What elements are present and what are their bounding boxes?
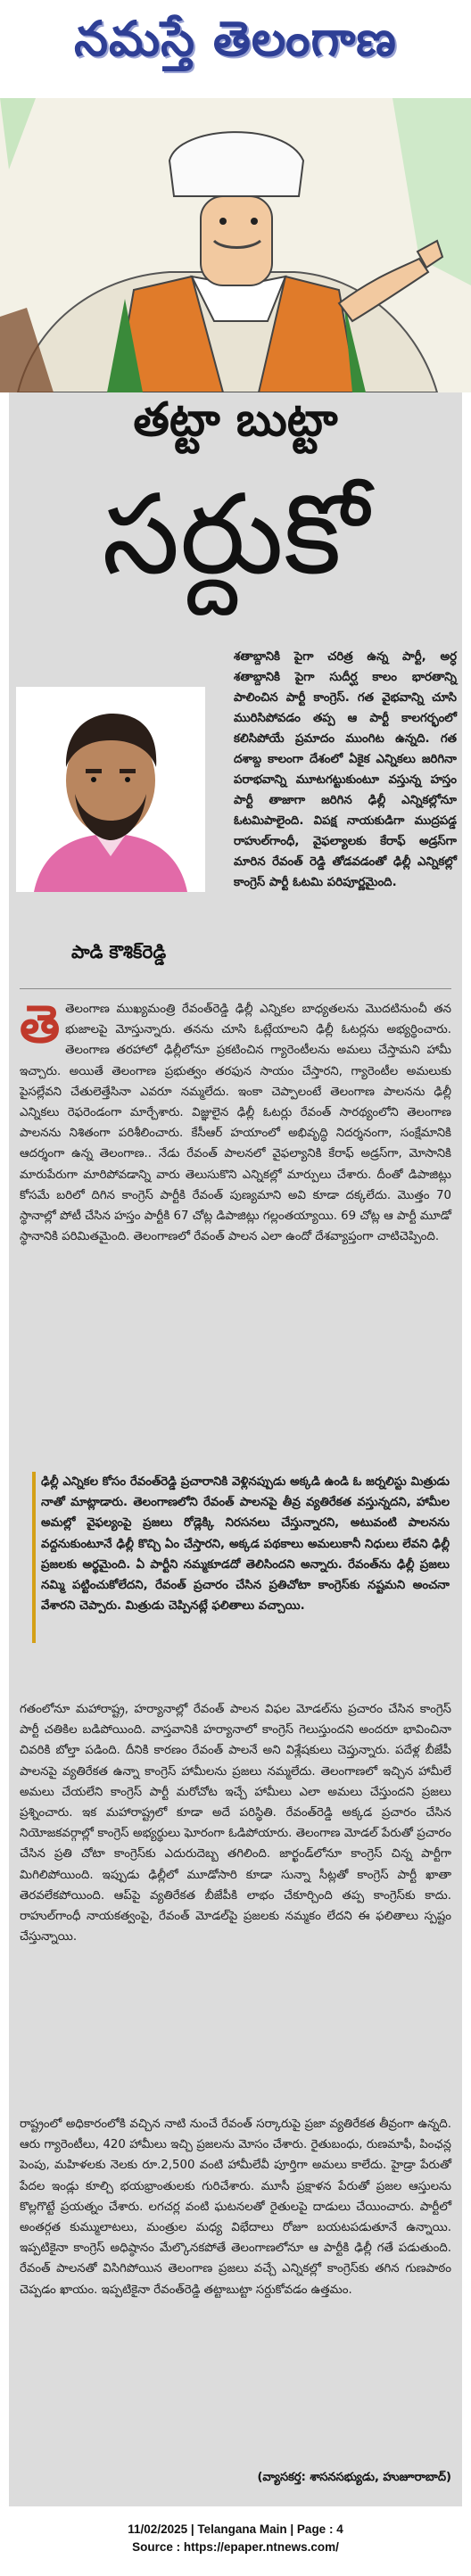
footer-source-link: Source : https://epaper.ntnews.com/ [132, 2540, 339, 2554]
politician-cartoon-illustration [0, 98, 471, 392]
body-paragraph-3: రాష్ట్రంలో అధికారంలోకి వచ్చిన నాటి నుంచే రేవంత్ సర్కారుపై ప్రజా వ్యతిరేకత తీవ్రంగా ఉన్నది. ఆరు గ్యారెంటీలు, 420 హామీలు ఇచ్చి ప్రజలను మోసం చేశారు. రైతుబంధు, రుణమాఫీ, పింఛన్ల పెంపు, మహిళలకు నెలకు రూ.2,500 వంటి హామీలేవీ పూర్తిగా అమలు కాలేదు. హైడ్రా పేరుతో పేదల ఇండ్లు కూల్చి భయభ్రాంతులకు గురిచేశారు. మూసీ ప్రక్షాళన పేరుతో ప్రజల ఆస్తులను కొల్లగొట్టే ప్రయత్నం చేశారు. లగచర్ల వంటి ఘటనలతో రైతులపై దాడులు చేయించారు. పార్టీలో అంతర్గత కుమ్ములాటలు, మంత్రుల మధ్య విభేదాలు రోజూ బయటపడుతూనే ఉన్నాయి. ఇప్పటికైనా కాంగ్రెస్ అధిష్ఠానం మేల్కొనకపోతే తెలంగాణలోనూ ఆ పార్టీకి ఢిల్లీ గతే పడుతుంది. రేవంత్ పాలనతో విసిగిపోయిన తెలంగాణ ప్రజలు వచ్చే ఎన్నికల్లో కాంగ్రెస్‌కు తగిన గుణపాఠం చెప్పడం ఖాయం. ఇప్పటికైనా రేవంత్‌రెడ్డి తట్టాబుట్టా సర్దుకోవడం ఉత్తమం. [20, 2118, 451, 2297]
masthead [0, 0, 471, 89]
intro-paragraph: శతాబ్దానికి పైగా చరిత్ర ఉన్న పార్టీ, అర్ధ శతాబ్దానికి పైగా సుదీర్ఘ కాలం భారతాన్ని పాలించిన పార్టీ కాంగ్రెస్. గత వైభవాన్ని చూసి మురిసిపోవడం తప్ప ఆ పార్టీ కాలగర్భంలో కలిసిపోయే ప్రమాదం ముంగిట ఉన్నది. గత దశాబ్ద కాలంగా దేశంలో ఏకైక ఎన్నికలు జరిగినా పరాభవాన్ని మూటగట్టుకుంటూ వస్తున్న హస్తం పార్టీ తాజాగా జరిగిన ఢిల్లీ ఎన్నికల్లోనూ ఓటమిపాలైంది. విపక్ష నాయకుడిగా ముద్రపడ్డ రాహుల్‌గాంధీ, వైఫల్యాలకు కేరాఫ్ అడ్రస్‌గా మారిన రేవంత్ రెడ్డి తోడవడంతో ఢిల్లీ ఎన్నికల్లో కాంగ్రెస్ పార్టీ ఓటమి పరిపూర్ణమైంది. [234, 650, 457, 889]
footer-date-page: 11/02/2025 | Telangana Main | Page : 4 [128, 2522, 343, 2536]
section-divider [20, 988, 451, 989]
page-footer [0, 2521, 471, 2556]
body-paragraph-1 [20, 994, 451, 1247]
author-byline: (వ్యాసకర్త: శాసనసభ్యుడు, హుజూరాబాద్) [257, 2471, 451, 2484]
body-paragraph-2: గతంలోనూ మహారాష్ట్ర, హర్యానాల్లో రేవంత్ పాలన విఫల మోడల్‌ను ప్రచారం చేసిన కాంగ్రెస్ పార్టీ చతికిల బడిపోయింది. వాస్తవానికి హర్యానాలో కాంగ్రెస్ గెలుస్తుందని అందరూ భావించినా చివరికి బోల్తా పడింది. దీనికి కారణం రేవంత్ పాలనే అని విశ్లేషకులు చెప్తున్నారు. పదేళ్ల బీజేపీ పాలనపై వ్యతిరేకత ఉన్నా కాంగ్రెస్ హామీలను ప్రజలు నమ్మలేదు. తెలంగాణలో ఇచ్చిన హామీలే అమలు చేయలేని కాంగ్రెస్ పార్టీ మరోచోట ఇచ్చే హామీలు ఎలా అమలు చేస్తుందని ప్రజలు ప్రశ్నించారు. ఇక మహారాష్ట్రలో కూడా అదే పరిస్థితి. రేవంత్‌రెడ్డి అక్కడ ప్రచారం చేసిన నియోజకవర్గాల్లో కాంగ్రెస్ అభ్యర్థులు ఘోరంగా ఓడిపోయారు. తెలంగాణ మోడల్ పేరుతో ప్రచారం చేసిన ప్రతి చోటా కాంగ్రెస్‌కు ఎదురుదెబ్బ తగిలింది. జార్ఖండ్‌లోనూ కాంగ్రెస్ చిన్న పార్టీగా మిగిలిపోయింది. ఇప్పుడు ఢిల్లీలో మూడోసారి కూడా సున్నా సీట్లతో కాంగ్రెస్ పార్టీ ఖాతా తెరవలేకపోయింది. ఆప్‌పై వ్యతిరేకత బీజేపీకి లాభం చేకూర్చింది తప్ప కాంగ్రెస్‌కు కాదు. రాహుల్‌గాంధీ నాయకత్వంపై, రేవంత్ మోడల్‌పై ప్రజలకు నమ్మకం లేదని ఈ ఫలితాలు స్పష్టం చేస్తున్నాయి. [20, 1703, 451, 1944]
author-portrait-photo [16, 687, 205, 892]
headline-kicker: తట్టా బుట్టా [133, 392, 338, 447]
drop-cap-letter: తె [20, 994, 61, 1054]
quote-accent-bar [32, 1472, 36, 1643]
headline-main: సర్దుకో [102, 471, 369, 599]
highlighted-quote-paragraph: ఢిల్లీ ఎన్నికల కోసం రేవంత్‌రెడ్డి ప్రచారానికి వెళ్లినప్పుడు అక్కడి ఉండి ఓ జర్నలిస్టు మిత్రుడు నాతో మాట్లాడారు. తెలంగాణలోని రేవంత్ పాలనపై తీవ్ర వ్యతిరేకత వస్తున్నదని, హామీల అమల్లో వైఫల్యంపై ప్రజలు రోడ్లెక్కి నిరసనలు చేస్తున్నారని, అటువంటి పాలనను వద్దనుకుంటూనే ఢిల్లీ కొచ్చి ఏం చేస్తారని, అక్కడ పథకాలు అమలుకానీ నిధులు లేవని ఢిల్లీ ప్రజలకు అర్థమైంది. ఏ పార్టీని నమ్మకూడదో తెలిసిందని అన్నారు. రేవంత్‌ను ఢిల్లీ ప్రజలు నమ్మి పట్టించుకోలేదని, రేవంత్ ప్రచారం చేసిన ప్రతిచోటా కాంగ్రెస్‌కు నష్టమని అంచనా వేశారని చెప్పారు. మిత్రుడు చెప్పినట్లే ఫలితాలు వచ్చాయి. [41, 1475, 450, 1614]
masthead-title: నమస్తే తెలంగాణ [74, 10, 397, 67]
author-name-caption: పాడి కౌశిక్‌రెడ్డి [71, 941, 167, 962]
body-paragraph-1-text: తెలంగాణ ముఖ్యమంత్రి రేవంత్‌రెడ్డి ఢిల్లీ ఎన్నికల బాధ్యతలను మొదటినుంచీ తన భుజాలపై మోస్తున్నారు. తనను చూసి ఓట్లేయాలని ఢిల్లీ ఓటర్లను అభ్యర్థించారు. తెలంగాణ తరహాలో ఢిల్లీలోనూ ప్రకటించిన గ్యారెంటీలను అమలు చేస్తామని హామీ ఇచ్చారు. అయితే తెలంగాణ ప్రభుత్వం తరఫున సాయం చేస్తారని, గ్యారెంటీల అమలుకు పైసల్లేవని చేతులెత్తేసినా ఎవరూ నమ్మలేదు. ఇంకా చెప్పాలంటే తెలంగాణ పాలనను ఢిల్లీ ఎన్నికలు రెఫరెండంగా మార్చేశారు. విజ్ఞులైన ఢిల్లీ ఓటర్లు రేవంత్ సారథ్యంలోని తెలంగాణ పాలనను నిశితంగా పరిశీలించారు. కేసీఆర్ హయాంలో అభివృద్ధి నిదర్శనంగా, సంక్షేమానికి ఆదర్శంగా ఉన్న తెలంగాణ.. నేడు రేవంత్ పాలనలో వైఫల్యానికి కేరాఫ్ అడ్రస్‌గా, మోసానికి మారుపేరుగా మారిపోవడాన్ని వారు తెలుసుకొని ఎన్నికల్లో మార్పులు చేశారు. దీంతో డిపాజిట్లు కోసమే బరిలో దిగిన కాంగ్రెస్ పార్టీకి రేవంత్ పుణ్యమాని అవి కూడా దక్కలేదు. మొత్తం 70 స్థానాల్లో పోటీ చేసిన హస్తం పార్టీకి 67 చోట్ల డిపాజిట్లు గల్లంతయ్యాయి. 69 చోట్ల ఆ పార్టీ మూడో స్థానానికి పరిమితమైంది. తెలంగాణలో రేవంత్ పాలన ఎలా ఉందో దేశవ్యాప్తంగా చాటిచెప్పింది. [20, 1003, 451, 1244]
